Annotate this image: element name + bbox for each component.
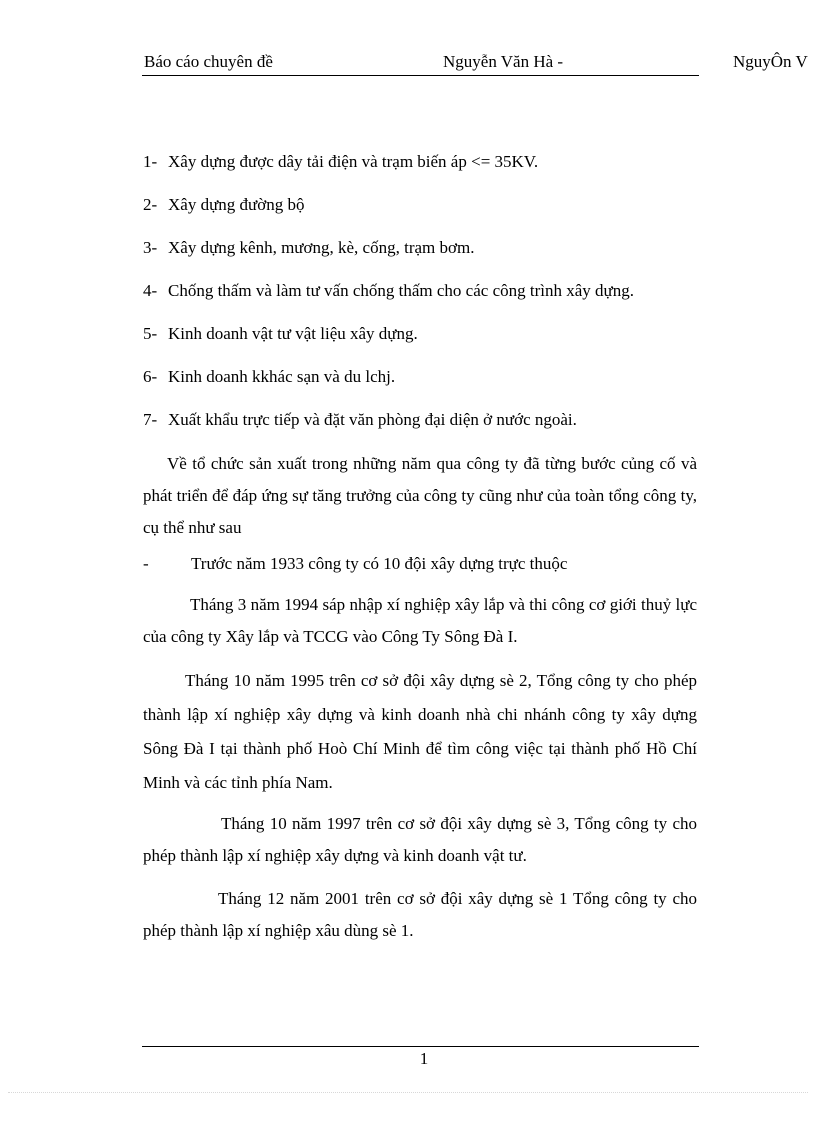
list-item-number: 2-	[143, 195, 158, 214]
page-bottom-border	[8, 1092, 808, 1093]
document-body	[143, 148, 697, 947]
list-item	[143, 234, 697, 277]
list-item-number: 1-	[143, 152, 158, 171]
list-item-text: Xây dựng đường bộ	[168, 195, 305, 214]
list-item	[143, 406, 697, 449]
list-item-number: 3-	[143, 238, 158, 257]
list-item	[143, 148, 697, 191]
dash-bullet: -	[143, 554, 149, 573]
dash-list-item	[143, 550, 697, 592]
list-item-text: Chống thấm và làm tư vấn chống thấm cho các công trình xây dựng.	[168, 281, 634, 300]
list-item-number: 7-	[143, 410, 158, 429]
list-item-text: Xây dựng kênh, mương, kè, cống, trạm bơm.	[168, 238, 475, 257]
list-item	[143, 191, 697, 234]
header-divider	[142, 75, 699, 76]
list-item	[143, 277, 697, 320]
header-author: Nguyễn Văn Hà -	[443, 52, 564, 71]
paragraph-2001: Tháng 12 năm 2001 trên cơ sở đội xây dựng sè 1 Tổng công ty cho phép thành lập xí nghiệp xâu dùng sè 1.	[143, 889, 697, 940]
paragraph-1994: Tháng 3 năm 1994 sáp nhập xí nghiệp xây lắp và thi công cơ giới thuỷ lực của công ty Xây lắp và TCCG vào Công Ty Sông Đà I.	[143, 595, 697, 646]
paragraph-organization: Về tổ chức sản xuất trong những năm qua công ty đã từng bước củng cố và phát triển để đáp ứng sự tăng trưởng của công ty cũng như của toàn tổng công ty, cụ thể như sau	[143, 454, 697, 537]
header-author-garbled: NguyÔn V	[733, 52, 808, 71]
list-item-text: Xuất khẩu trực tiếp và đặt văn phòng đại diện ở nước ngoài.	[168, 410, 577, 429]
paragraph-1997: Tháng 10 năm 1997 trên cơ sở đội xây dựng sè 3, Tổng công ty cho phép thành lập xí nghiệp xây dựng và kinh doanh vật tư.	[143, 814, 697, 865]
list-item-number: 4-	[143, 281, 158, 300]
list-item-text: Xây dựng được dây tải điện và trạm biến áp <= 35KV.	[168, 152, 539, 171]
list-item	[143, 320, 697, 363]
page-number: 1	[419, 1049, 429, 1068]
list-item-number: 6-	[143, 367, 158, 386]
list-item-text: Kinh doanh vật tư vật liệu xây dựng.	[168, 324, 418, 343]
paragraph-1995: Tháng 10 năm 1995 trên cơ sở đội xây dựng sè 2, Tổng công ty cho phép thành lập xí nghiệp xây dựng và kinh doanh nhà chi nhánh công ty xây dựng Sông Đà I tại thành phố Hoò Chí Minh để tìm công việc tại thành phố Hồ Chí Minh và các tỉnh phía Nam.	[143, 671, 697, 792]
footer-divider	[142, 1046, 699, 1047]
header-report-title: Báo cáo chuyên đề	[144, 52, 273, 71]
list-item	[143, 363, 697, 406]
list-item-number: 5-	[143, 324, 158, 343]
list-item-text: Kinh doanh kkhác sạn và du lchj.	[168, 367, 396, 386]
dash-item-text: Trước năm 1933 công ty có 10 đội xây dựng trực thuộc	[191, 554, 568, 573]
